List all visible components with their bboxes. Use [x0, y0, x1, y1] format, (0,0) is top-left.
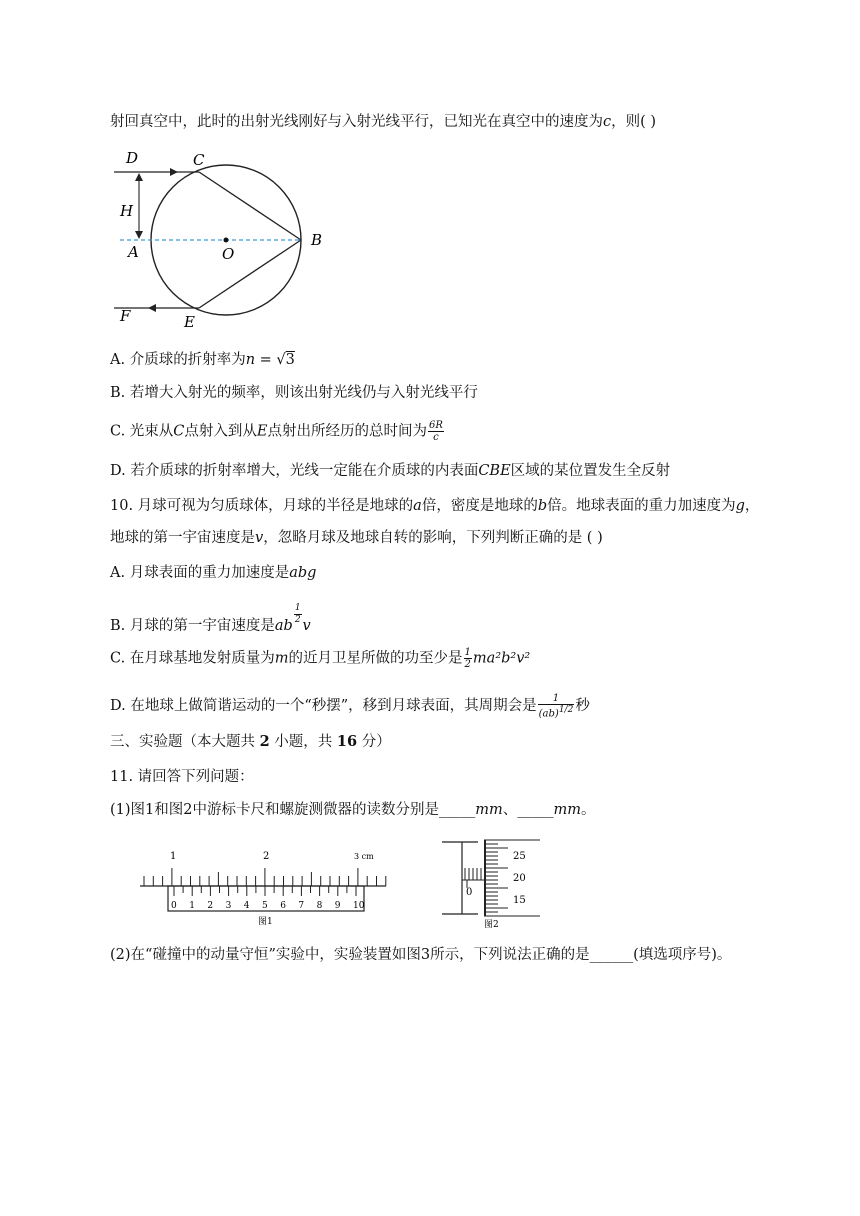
q11-part2 [110, 945, 731, 965]
thimble-label-20: 20 [513, 873, 526, 884]
vernier-scale-ticks [174, 886, 356, 896]
q9-d-tail: 区域的某位置发生全反射 [510, 463, 671, 479]
q10-a-text: A. 月球表面的重力加速度是 [110, 565, 290, 581]
height-arrow-bottom-icon [135, 231, 143, 239]
answer-blank-1[interactable]: _____ [439, 802, 476, 818]
q11-p1-sep: 、 [502, 802, 518, 818]
label-O: O [222, 245, 235, 263]
answer-blank-3[interactable]: ______ [589, 947, 634, 963]
q9-a-math: n = [245, 352, 277, 368]
intro-text: 射回真空中，此时的出射光线刚好与入射光线平行，已知光在真空中的速度为 [110, 114, 603, 130]
q10-l1-var3: g [735, 498, 745, 514]
answer-blank-2[interactable]: _____ [517, 802, 554, 818]
q10-stem-line2 [110, 528, 603, 548]
main-scale-ticks [144, 868, 386, 886]
section3-prefix: 三、实验题（本大题共 [110, 734, 260, 750]
vernier-label: 2 [207, 901, 214, 911]
question-intro-line [110, 112, 656, 132]
q11-p1-unit1: mm [475, 802, 503, 818]
q11-p1-text: (1)图1和图2中游标卡尺和螺旋测微器的读数分别是 [110, 802, 439, 818]
q9-c-text: C. 光束从 [110, 423, 174, 440]
vernier-label: 3 [225, 901, 232, 911]
q10-d-den-wrap [538, 705, 575, 719]
thimble [484, 840, 486, 916]
refracted-ray-cb [199, 172, 301, 240]
thimble-label-15: 15 [513, 895, 526, 906]
q10-stem-line1 [110, 496, 759, 516]
q10-b-exp-num: 1 [294, 603, 301, 613]
q10-c-den: 2 [464, 659, 471, 670]
reflected-ray-be [199, 240, 301, 308]
incident-arrow-icon [170, 168, 178, 176]
section3-n1: 2 [259, 733, 270, 750]
vernier-caliper-figure [138, 842, 388, 930]
label-C: C [193, 151, 205, 169]
q11-part1 [110, 800, 596, 820]
sleeve-ticks [465, 868, 481, 888]
main-label-1: 1 [170, 851, 177, 862]
q10-l1-c: 倍。地球表面的重力加速度为 [547, 498, 736, 514]
q10-l1-var1: a [413, 498, 422, 514]
q9-c-den: c [433, 432, 439, 443]
q10-l2-var: v [255, 530, 264, 546]
q10-a-math: abg [289, 565, 317, 581]
q9-b-text: B. 若增大入射光的频率，则该出射光线仍与入射光线平行 [110, 385, 478, 401]
micrometer-figure [440, 838, 550, 930]
q10-l1-var2: b [537, 498, 548, 514]
q10-c-fraction [464, 647, 472, 670]
main-label-2: 2 [263, 851, 270, 862]
vernier-label: 1 [189, 901, 195, 911]
vernier-label: 6 [280, 901, 286, 911]
q11-p2-text: (2)在“碰撞中的动量守恒”实验中，实验装置如图3所示，下列说法正确的是 [110, 947, 590, 963]
q10-d-fraction [538, 693, 575, 719]
q10-l2-b: ，忽略月球及地球自转的影响，下列判断正确的是 ( ) [263, 530, 603, 546]
q10-c-var: m [274, 650, 289, 667]
vernier-label: 5 [262, 901, 268, 911]
section3-n2: 16 [336, 733, 358, 750]
q9-c-num: 6R [429, 420, 443, 431]
height-arrow-top-icon [135, 173, 143, 181]
q9-option-c [110, 420, 445, 443]
vernier-label: 7 [298, 901, 305, 911]
intro-tail: ，则( ) [611, 114, 657, 130]
thimble-ticks [486, 844, 508, 916]
q10-d-den: (ab) [538, 708, 559, 720]
vernier-label: 4 [243, 901, 250, 911]
q10-l1-a: 10. 月球可视为匀质球体，月球的半径是地球的 [110, 498, 414, 514]
q10-b-exp-den: 2 [294, 615, 301, 625]
q10-option-d [110, 693, 590, 719]
label-A: A [128, 243, 139, 261]
vernier-label: 10 [353, 901, 365, 911]
label-D: D [126, 149, 139, 167]
label-E: E [184, 313, 195, 331]
thimble-label-25: 25 [513, 851, 526, 862]
q11-head [110, 767, 254, 787]
q10-b-base: ab [274, 618, 293, 634]
q9-a-text: A. 介质球的折射率为 [110, 352, 246, 368]
label-F: F [120, 307, 131, 325]
q9-option-a [110, 350, 295, 370]
q9-c-fraction [428, 420, 444, 443]
q11-p1-end: 。 [581, 802, 596, 818]
section3-mid: 小题，共 [269, 734, 337, 750]
q10-c-mid: 的近月卫星所做的功至少是 [288, 650, 463, 667]
q10-b-text: B. 月球的第一宇宙速度是 [110, 618, 275, 634]
q10-l1-b: 倍，密度是地球的 [421, 498, 538, 514]
optics-sphere-figure [108, 145, 333, 335]
q10-b-exponent [294, 603, 302, 626]
q10-l2-a: 地球的第一宇宙速度是 [110, 530, 255, 546]
vernier-label: 9 [334, 901, 341, 911]
sqrt-icon: √ [276, 352, 286, 368]
q9-c-mid: 点射入到从 [184, 423, 257, 440]
vernier-label: 0 [171, 901, 177, 911]
intro-var: c [603, 114, 612, 130]
q10-d-tail: 秒 [575, 698, 590, 715]
q10-c-text: C. 在月球基地发射质量为 [110, 650, 275, 667]
caliper-caption: 图1 [258, 917, 273, 927]
q10-l1-d: ， [744, 498, 760, 514]
q10-d-text: D. 在地球上做简谐运动的一个“秒摆”，移到月球表面，其周期会是 [110, 698, 537, 715]
micrometer-caption: 图2 [484, 920, 499, 930]
q9-c-tail: 点射出所经历的总时间为 [267, 423, 427, 440]
q9-d-var: CBE [478, 463, 511, 479]
q10-option-c [110, 647, 530, 670]
q10-c-math: ma²b²v² [472, 650, 531, 667]
q9-a-sqrt-value: 3 [285, 352, 295, 368]
q9-c-var1: C [173, 423, 185, 440]
q10-d-num: 1 [538, 693, 575, 705]
emergent-arrow-icon [148, 304, 156, 312]
center-dot [224, 238, 229, 243]
label-H: H [120, 202, 134, 220]
q10-c-num: 1 [464, 647, 471, 658]
q9-option-d [110, 461, 670, 481]
q10-option-a [110, 563, 316, 583]
main-label-3: 3 cm [354, 852, 374, 861]
q10-d-den-exp: 1/2 [558, 705, 574, 715]
q9-d-text: D. 若介质球的折射率增大，光线一定能在介质球的内表面 [110, 463, 479, 479]
vernier-scale-labels [171, 901, 365, 911]
q11-p2-tail: (填选项序号)。 [633, 947, 732, 963]
vernier-label: 8 [316, 901, 323, 911]
q9-option-b [110, 383, 478, 403]
label-B: B [311, 231, 323, 249]
q11-head-text: 11. 请回答下列问题： [110, 769, 254, 785]
section-3-heading [110, 732, 391, 752]
q10-option-b [110, 603, 311, 636]
sleeve-zero-label: 0 [466, 887, 473, 898]
q9-c-var2: E [256, 423, 268, 440]
section3-tail: 分） [357, 734, 391, 750]
q10-b-tail: v [302, 618, 311, 634]
q11-p1-unit2: mm [553, 802, 581, 818]
